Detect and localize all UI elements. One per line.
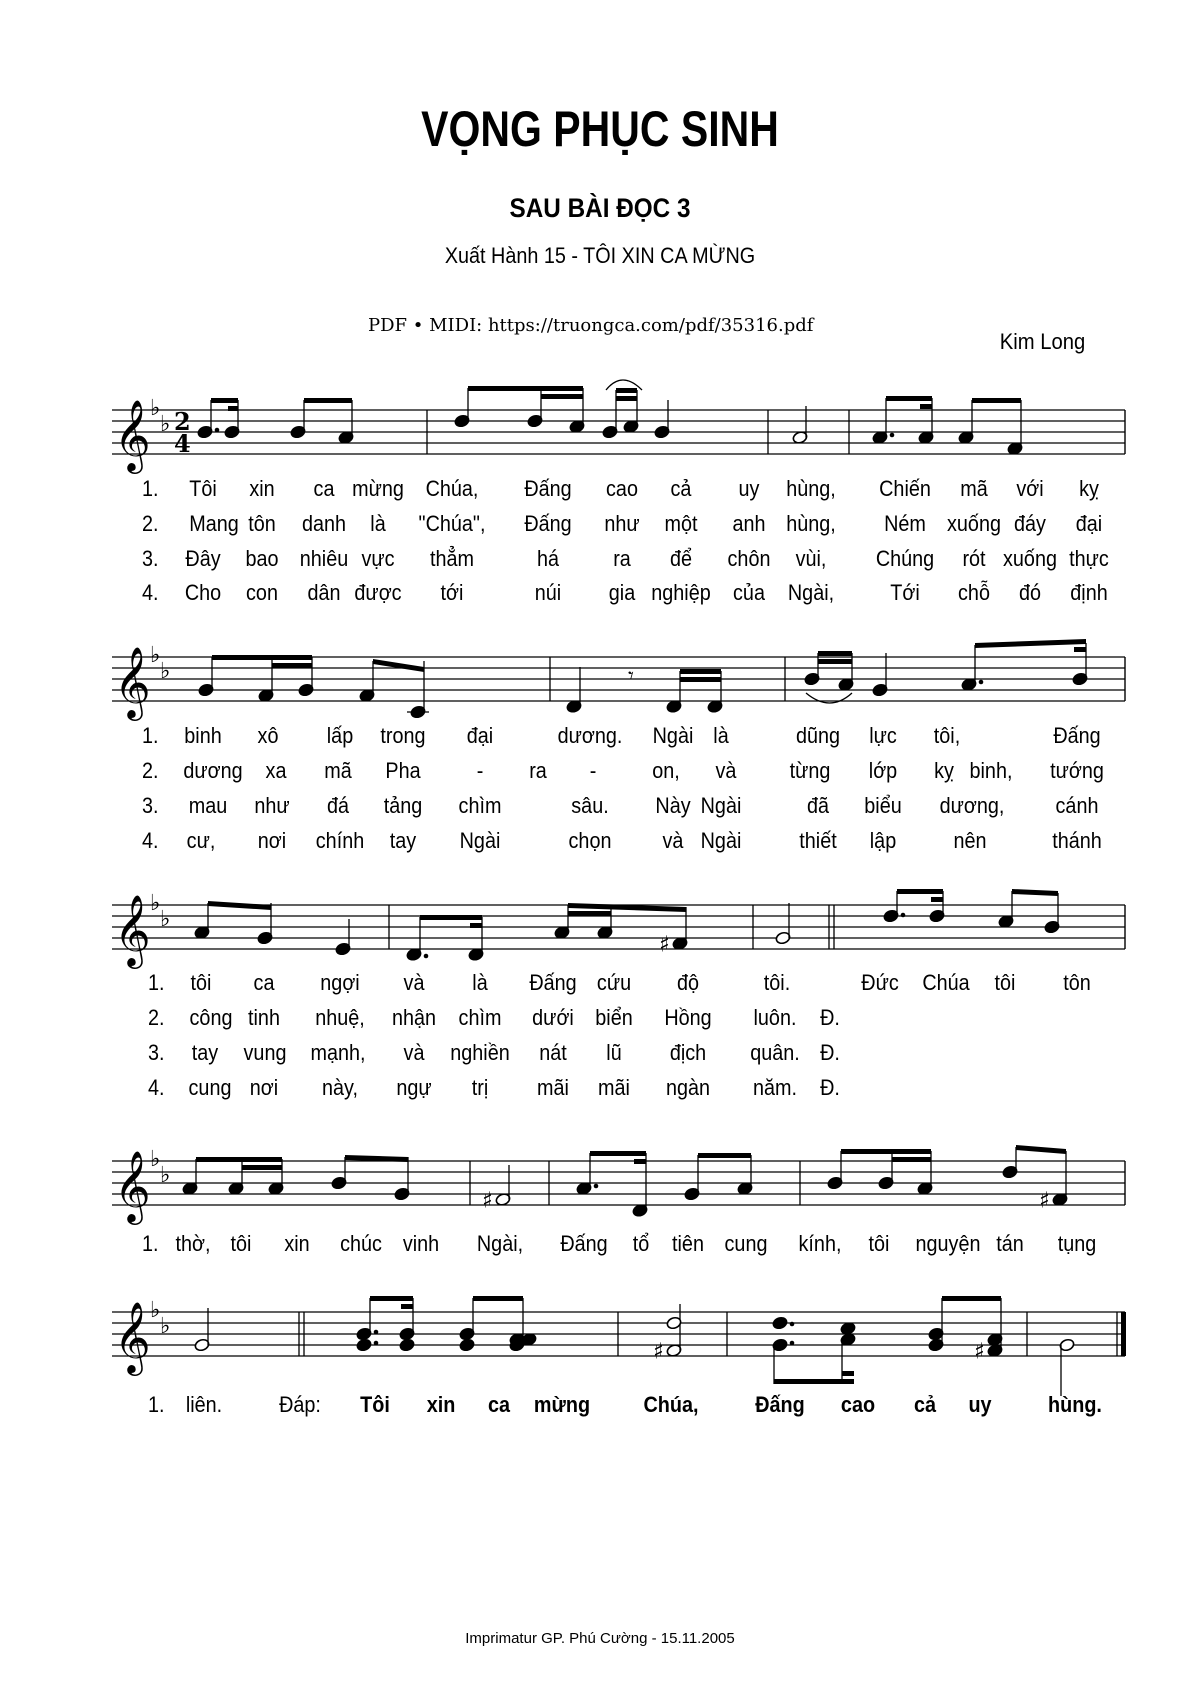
note-beam bbox=[634, 1159, 646, 1164]
treble-clef-icon: 𝄞 bbox=[114, 1300, 151, 1373]
lyric-word: Ngài bbox=[652, 723, 694, 748]
lyric-word: Ném bbox=[884, 511, 926, 536]
note-beam bbox=[208, 901, 271, 910]
lyric-word: Đấng bbox=[524, 511, 572, 536]
lyric-word: mã bbox=[960, 476, 988, 501]
lyric-word: - bbox=[589, 758, 597, 783]
lyric-word: để bbox=[669, 546, 693, 571]
lyric-word: nát bbox=[539, 1040, 567, 1065]
lyric-word: chúc bbox=[340, 1231, 382, 1256]
lyric-word: tay bbox=[191, 1040, 219, 1065]
verse-number: 1. bbox=[142, 1231, 159, 1256]
flat-e-icon: ♭ bbox=[160, 659, 171, 684]
lyric-word: ca bbox=[253, 970, 275, 995]
lyric-word: tôn bbox=[248, 511, 276, 536]
lyric-word: chọn bbox=[568, 828, 612, 853]
augmentation-dot bbox=[790, 1341, 795, 1346]
lyric-word: thiết bbox=[799, 828, 837, 853]
sharp-icon: ♯ bbox=[974, 1339, 985, 1365]
lyric-word: cao bbox=[840, 1392, 876, 1417]
lyric-word: nguyện bbox=[915, 1231, 981, 1256]
lyric-word: thẳm bbox=[429, 546, 475, 571]
staff-system-5 bbox=[0, 1282, 1200, 1372]
augmentation-dot bbox=[979, 680, 984, 685]
lyric-word: xin bbox=[284, 1231, 310, 1256]
lyric-word: đã bbox=[806, 793, 830, 818]
lyric-word: tảng bbox=[383, 793, 423, 818]
lyric-word: kỵ bbox=[934, 758, 954, 783]
verse-number: 4. bbox=[142, 580, 159, 605]
lyric-word: xin bbox=[249, 476, 275, 501]
lyric-word: cư, bbox=[186, 828, 216, 853]
lyric-word: dương bbox=[183, 758, 243, 783]
verse-number: 4. bbox=[142, 828, 159, 853]
lyric-word: "Chúa", bbox=[418, 511, 486, 536]
staff-system-2 bbox=[0, 627, 1200, 717]
verse-number: 2. bbox=[142, 758, 159, 783]
note-beam bbox=[196, 1157, 282, 1162]
lyric-word: tướng bbox=[1050, 758, 1104, 783]
lyric-word: năm. bbox=[752, 1075, 798, 1100]
lyric-word: mãi bbox=[537, 1075, 569, 1100]
lyric-word: cung bbox=[724, 1231, 768, 1256]
lyric-word: Ngài bbox=[459, 828, 501, 853]
lyric-word: Đấng bbox=[529, 970, 577, 995]
lyric-word: với bbox=[1016, 476, 1044, 501]
lyric-word: và bbox=[403, 970, 425, 995]
lyric-word: uy bbox=[968, 1392, 992, 1417]
lyric-word: mừng bbox=[533, 1392, 591, 1417]
note-head bbox=[772, 1316, 788, 1330]
lyric-word: Tới bbox=[890, 580, 920, 605]
lyric-word: kính, bbox=[798, 1231, 842, 1256]
lyric-word: tay bbox=[389, 828, 417, 853]
flat-b-icon: ♭ bbox=[150, 1147, 161, 1172]
lyric-word: Chúa, bbox=[643, 1392, 699, 1417]
lyric-word: cao bbox=[606, 476, 638, 501]
imprimatur-footer: Imprimatur GP. Phú Cường - 15.11.2005 bbox=[465, 1630, 735, 1647]
lyric-word: nơi bbox=[257, 828, 287, 853]
lyric-word: vùi, bbox=[795, 546, 827, 571]
lyric-word: nghiền bbox=[450, 1040, 510, 1065]
augmentation-dot bbox=[424, 954, 429, 959]
pdf-midi-link[interactable]: PDF • MIDI: https://truongca.com/pdf/35316.pdf bbox=[368, 315, 814, 336]
lyric-word: ra bbox=[613, 546, 631, 571]
lyric-word: kỵ bbox=[1079, 476, 1099, 501]
lyric-word: ca bbox=[487, 1392, 511, 1417]
lyric-word: nhận bbox=[391, 1005, 437, 1030]
note-head bbox=[356, 1338, 372, 1352]
lyric-word: địch bbox=[669, 1040, 707, 1065]
note-beam bbox=[541, 394, 583, 399]
lyric-word: nghiệp bbox=[651, 580, 711, 605]
lyric-word: biển bbox=[595, 1005, 633, 1030]
lyric-word: tôi. bbox=[763, 970, 791, 995]
lyric-word: anh bbox=[732, 511, 766, 536]
lyric-word: ngợi bbox=[320, 970, 360, 995]
lyric-word: lập bbox=[869, 828, 897, 853]
lyric-word: Pha bbox=[385, 758, 421, 783]
eighth-rest-icon: 𝄾 bbox=[628, 664, 634, 689]
lyric-word: mạnh, bbox=[310, 1040, 366, 1065]
lyric-word: Chúng bbox=[875, 546, 935, 571]
flat-b-icon: ♭ bbox=[150, 643, 161, 668]
lyric-word: đá bbox=[326, 793, 350, 818]
lyric-word: hùng. bbox=[1048, 1392, 1102, 1417]
lyric-word: của bbox=[733, 580, 765, 605]
verse-number: 3. bbox=[142, 793, 159, 818]
lyric-word: thánh bbox=[1052, 828, 1102, 853]
note-beam bbox=[774, 1379, 854, 1384]
lyric-word: lực bbox=[869, 723, 897, 748]
lyric-word: và bbox=[715, 758, 737, 783]
note-beam bbox=[228, 406, 238, 411]
lyric-word: vinh bbox=[402, 1231, 440, 1256]
staff-system-4 bbox=[0, 1131, 1200, 1221]
augmentation-dot bbox=[890, 433, 895, 438]
lyric-word: nơi bbox=[249, 1075, 279, 1100]
note-beam bbox=[568, 903, 686, 912]
lyric-word: là bbox=[472, 970, 488, 995]
verse-number: 2. bbox=[142, 511, 159, 536]
lyric-word: trị bbox=[471, 1075, 489, 1100]
note-beam bbox=[818, 659, 852, 664]
lyric-word: công bbox=[189, 1005, 233, 1030]
note-beam bbox=[616, 396, 637, 401]
lyric-word: chính bbox=[315, 828, 365, 853]
lyric-word: ra bbox=[529, 758, 547, 783]
lyric-word: - bbox=[476, 758, 484, 783]
note-beam bbox=[931, 897, 943, 902]
lyric-word: độ bbox=[676, 970, 700, 995]
lyric-word: xô bbox=[257, 723, 279, 748]
note-head bbox=[399, 1338, 415, 1352]
lyric-word: con bbox=[246, 580, 278, 605]
note-beam bbox=[468, 386, 583, 391]
lyric-word: chìm bbox=[458, 1005, 502, 1030]
lyric-word: Tôi bbox=[360, 1392, 390, 1417]
lyric-word: Chúa bbox=[922, 970, 970, 995]
lyric-word: tổ bbox=[632, 1231, 650, 1256]
lyric-word: mãi bbox=[598, 1075, 630, 1100]
flat-b-icon: ♭ bbox=[150, 396, 161, 421]
lyric-word: Ngài, bbox=[787, 580, 835, 605]
flat-b-icon: ♭ bbox=[150, 1298, 161, 1323]
note-beam bbox=[680, 669, 721, 674]
note-beam bbox=[212, 655, 312, 660]
sharp-icon: ♯ bbox=[1039, 1188, 1050, 1214]
lyric-word: cả bbox=[670, 476, 692, 501]
lyric-word: này, bbox=[322, 1075, 358, 1100]
lyric-word: dưới bbox=[532, 1005, 574, 1030]
lyric-word: thờ, bbox=[175, 1231, 211, 1256]
lyric-word: Mang bbox=[189, 511, 239, 536]
verse-number: 3. bbox=[148, 1040, 165, 1065]
lyric-word: mau bbox=[188, 793, 228, 818]
lyric-word: trong bbox=[380, 723, 426, 748]
lyric-word: hùng, bbox=[786, 511, 836, 536]
final-barline bbox=[1121, 1312, 1126, 1356]
treble-clef-icon: 𝄞 bbox=[114, 893, 151, 966]
note-beam bbox=[892, 1157, 931, 1162]
lyric-word: tiên bbox=[672, 1231, 704, 1256]
lyric-word: cứu bbox=[596, 970, 632, 995]
lyric-word: tinh bbox=[248, 1005, 280, 1030]
staff-system-3 bbox=[0, 875, 1200, 965]
note-beam bbox=[972, 398, 1021, 403]
augmentation-dot bbox=[790, 1322, 795, 1327]
lyric-word: chìm bbox=[458, 793, 502, 818]
lyric-word: ngự bbox=[396, 1075, 432, 1100]
note-beam bbox=[473, 1296, 523, 1301]
lyric-word: cung bbox=[188, 1075, 232, 1100]
time-signature-top: 2 bbox=[174, 407, 191, 436]
augmentation-dot bbox=[901, 913, 906, 918]
lyric-word: mừng bbox=[352, 476, 404, 501]
treble-clef-icon: 𝄞 bbox=[114, 645, 151, 718]
lyric-word: dương. bbox=[557, 723, 623, 748]
note-beam bbox=[590, 1151, 646, 1156]
lyric-word: sâu. bbox=[571, 793, 609, 818]
lyric-word: đại bbox=[1075, 511, 1103, 536]
flat-e-icon: ♭ bbox=[160, 412, 171, 437]
sharp-icon: ♯ bbox=[653, 1339, 664, 1365]
note-beam bbox=[568, 911, 611, 916]
lyric-word: lũ bbox=[606, 1040, 622, 1065]
sharp-icon: ♯ bbox=[482, 1188, 493, 1214]
augmentation-dot bbox=[594, 1184, 599, 1189]
lyric-word: Đây bbox=[185, 546, 221, 571]
note-beam bbox=[1074, 647, 1086, 652]
note-beam bbox=[680, 677, 721, 682]
lyric-word: Tôi bbox=[189, 476, 217, 501]
lyric-word: tán bbox=[996, 1231, 1024, 1256]
lyric-word: định bbox=[1070, 580, 1108, 605]
treble-clef-icon: 𝄞 bbox=[114, 1149, 151, 1222]
lyric-word: Ngài bbox=[700, 828, 742, 853]
lyric-word: on, bbox=[652, 758, 680, 783]
lyric-word: tụng bbox=[1057, 1231, 1097, 1256]
note-beam bbox=[841, 1149, 931, 1154]
lyric-word: thực bbox=[1069, 546, 1109, 571]
lyric-word: cánh bbox=[1055, 793, 1099, 818]
lyric-word: như bbox=[254, 793, 290, 818]
lyric-word: xuống bbox=[947, 511, 1001, 536]
lyric-word: tới bbox=[440, 580, 464, 605]
lyric-word: biểu bbox=[864, 793, 902, 818]
note-beam bbox=[975, 639, 1086, 648]
sharp-icon: ♯ bbox=[659, 932, 670, 958]
lyric-word: chôn bbox=[727, 546, 771, 571]
lyric-word: Đấng bbox=[755, 1392, 805, 1417]
note-beam bbox=[373, 659, 424, 672]
lyric-word: núi bbox=[534, 580, 562, 605]
lyric-word: và bbox=[662, 828, 684, 853]
note-beam bbox=[211, 398, 238, 403]
note-beam bbox=[818, 651, 852, 656]
verse-number: 1. bbox=[148, 970, 165, 995]
lyric-word: Đức bbox=[861, 970, 899, 995]
augmentation-dot bbox=[374, 1330, 379, 1335]
staff-system-1 bbox=[0, 380, 1200, 470]
lyric-word: tôi bbox=[230, 1231, 252, 1256]
note-beam bbox=[272, 663, 312, 668]
flat-e-icon: ♭ bbox=[160, 1314, 171, 1339]
lyric-word: Cho bbox=[184, 580, 222, 605]
note-beam bbox=[942, 1296, 1001, 1301]
lyric-word: quân. bbox=[750, 1040, 800, 1065]
note-beam bbox=[842, 1371, 854, 1376]
lyric-word: được bbox=[354, 580, 402, 605]
verse-number: 1. bbox=[142, 723, 159, 748]
lyric-word: Đấng bbox=[524, 476, 572, 501]
note-beam bbox=[616, 388, 637, 393]
lyric-word: tôi, bbox=[933, 723, 961, 748]
lyric-word: tôn bbox=[1063, 970, 1091, 995]
subtitle: SAU BÀI ĐỌC 3 bbox=[509, 193, 691, 223]
lyric-word: dũng bbox=[795, 723, 841, 748]
lyric-word: tôi bbox=[868, 1231, 890, 1256]
lyric-word: một bbox=[664, 511, 698, 536]
lyric-word: là bbox=[370, 511, 386, 536]
lyric-word: hùng, bbox=[786, 476, 836, 501]
note-beam bbox=[470, 923, 482, 928]
note-beam bbox=[698, 1153, 751, 1158]
note-beam bbox=[304, 398, 352, 403]
lyric-word: xuống bbox=[1003, 546, 1057, 571]
lyric-word: vung bbox=[243, 1040, 287, 1065]
lyric-word: nhuệ, bbox=[315, 1005, 365, 1030]
lyric-word: dương, bbox=[939, 793, 1005, 818]
lyric-word: uy bbox=[738, 476, 760, 501]
verse-number: 2. bbox=[148, 1005, 165, 1030]
lyric-word: Đấng bbox=[1053, 723, 1101, 748]
augmentation-dot bbox=[374, 1341, 379, 1346]
note-beam bbox=[920, 404, 932, 409]
refrain-label: Đáp: bbox=[279, 1392, 321, 1417]
lyric-word: ngàn bbox=[665, 1075, 711, 1100]
note-head bbox=[459, 1338, 475, 1352]
lyric-word: rót bbox=[962, 546, 986, 571]
lyric-word: dân bbox=[307, 580, 341, 605]
lyric-word: xin bbox=[426, 1392, 456, 1417]
lyric-word: bao bbox=[245, 546, 279, 571]
lyric-word: gia bbox=[608, 580, 636, 605]
lyric-word: binh bbox=[184, 723, 222, 748]
verse-number: 4. bbox=[148, 1075, 165, 1100]
note-beam bbox=[242, 1165, 282, 1170]
lyric-word: như bbox=[604, 511, 640, 536]
verse-number: 1. bbox=[142, 476, 159, 501]
lyric-word: Chúa, bbox=[425, 476, 479, 501]
lyric-word: nhiêu bbox=[299, 546, 349, 571]
lyric-word: danh bbox=[301, 511, 347, 536]
note-beam bbox=[401, 1304, 413, 1309]
lyric-word: chỗ bbox=[958, 580, 990, 605]
lyric-word: Đ. bbox=[820, 1005, 840, 1030]
lyric-word: xa bbox=[265, 758, 287, 783]
verse-number: 3. bbox=[142, 546, 159, 571]
augmentation-dot bbox=[215, 428, 220, 433]
lyric-word: cả bbox=[913, 1392, 937, 1417]
lyric-word: luôn. bbox=[753, 1005, 797, 1030]
lyric-word: và bbox=[403, 1040, 425, 1065]
composer: Kim Long bbox=[999, 329, 1086, 354]
lyric-word: Đ. bbox=[820, 1040, 840, 1065]
lyric-word: lớp bbox=[868, 758, 898, 783]
lyric-word: Chiến bbox=[879, 476, 931, 501]
scripture-source: Xuất Hành 15 - TÔI XIN CA MỪNG bbox=[444, 243, 756, 268]
lyric-word: ca bbox=[313, 476, 335, 501]
lyric-word: liên. bbox=[185, 1392, 223, 1417]
lyric-word: Này bbox=[655, 793, 691, 818]
note-beam bbox=[370, 1296, 413, 1301]
lyric-word: mã bbox=[324, 758, 352, 783]
verse-number: 1. bbox=[148, 1392, 165, 1417]
note-beam bbox=[897, 889, 943, 894]
lyric-word: vực bbox=[361, 546, 395, 571]
lyric-word: nên bbox=[953, 828, 987, 853]
time-signature-bottom: 4 bbox=[174, 429, 191, 458]
note-beam bbox=[1012, 889, 1058, 896]
lyric-word: Hồng bbox=[664, 1005, 712, 1030]
lyric-word: từng bbox=[789, 758, 831, 783]
flat-e-icon: ♭ bbox=[160, 907, 171, 932]
lyric-word: là bbox=[713, 723, 729, 748]
treble-clef-icon: 𝄞 bbox=[114, 398, 151, 471]
lyric-word: đáy bbox=[1014, 511, 1046, 536]
lyric-word: lấp bbox=[326, 723, 354, 748]
page-title: VỌNG PHỤC SINH bbox=[421, 101, 779, 157]
lyric-word: há bbox=[536, 546, 560, 571]
lyric-word: đại bbox=[466, 723, 494, 748]
lyric-word: Ngài bbox=[700, 793, 742, 818]
lyric-word: Đ. bbox=[820, 1075, 840, 1100]
note-beam bbox=[420, 915, 482, 920]
note-beam bbox=[886, 396, 932, 401]
flat-b-icon: ♭ bbox=[150, 891, 161, 916]
lyric-word: binh, bbox=[969, 758, 1013, 783]
flat-e-icon: ♭ bbox=[160, 1163, 171, 1188]
lyric-word: tôi bbox=[994, 970, 1016, 995]
note-beam bbox=[1016, 1145, 1066, 1154]
lyric-word: tôi bbox=[190, 970, 212, 995]
lyric-word: Đấng bbox=[560, 1231, 608, 1256]
lyric-word: Ngài, bbox=[476, 1231, 524, 1256]
lyric-word: đó bbox=[1018, 580, 1042, 605]
